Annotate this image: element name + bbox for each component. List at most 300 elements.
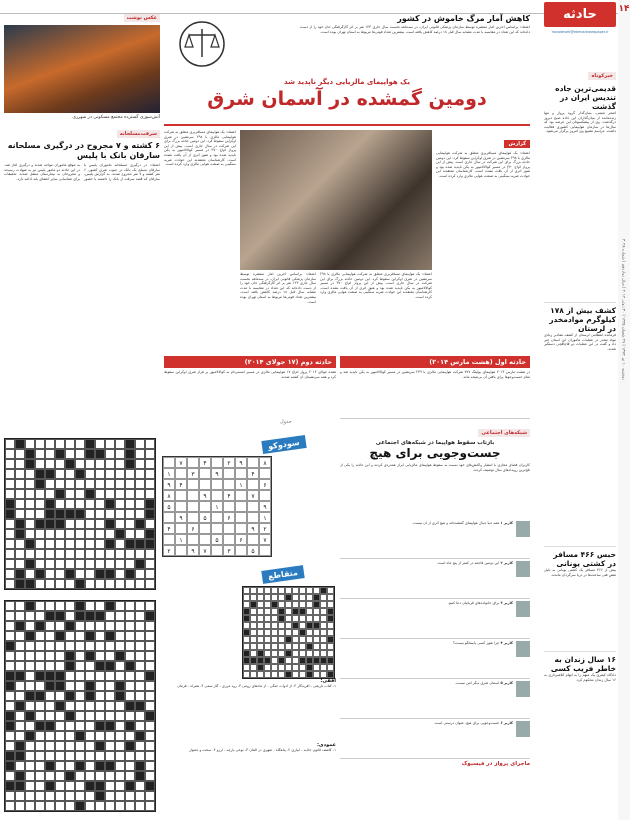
grid-cell [145,489,155,499]
sudoku-cell: ۹ [163,479,175,490]
grid-cell [45,791,55,801]
grid-cell [15,741,25,751]
grid-cell [115,771,125,781]
grid-cell [65,661,75,671]
grid-cell [55,761,65,771]
sudoku-cell [223,468,235,479]
lead-title: دومین گمشده در آسمان شرق [207,88,487,110]
grid-cell [145,681,155,691]
grid-cell [35,519,45,529]
grid-cell [15,721,25,731]
grid-cell [25,611,35,621]
social-post [340,641,530,679]
grid-cell [145,509,155,519]
grid-cell [125,559,135,569]
grid-cell [85,711,95,721]
grid-cell [243,601,250,608]
grid-cell [35,459,45,469]
grid-cell [55,661,65,671]
grid-cell [145,731,155,741]
grid-cell [95,539,105,549]
grid-cell [145,611,155,621]
grid-cell [257,622,264,629]
grid-cell [299,636,306,643]
grid-cell [85,661,95,671]
grid-cell [135,439,145,449]
grid-cell [327,643,334,650]
sudoku-cell: ۳ [223,545,235,556]
grid-cell [243,643,250,650]
grid-cell [55,579,65,589]
grid-cell [5,579,15,589]
grid-cell [250,615,257,622]
grid-cell [65,771,75,781]
sudoku-cell: ۵ [247,545,259,556]
grid-cell [135,459,145,469]
grid-cell [75,569,85,579]
grid-cell [292,587,299,594]
grid-cell [125,651,135,661]
grid-cell [15,661,25,671]
grid-cell [145,449,155,459]
grid-cell [285,629,292,636]
grid-cell [75,579,85,589]
grid-cell [125,621,135,631]
grid-cell [95,661,105,671]
photo-news [4,4,160,120]
grid-cell [135,641,145,651]
grid-cell [327,657,334,664]
grid-cell [25,549,35,559]
grid-cell [85,469,95,479]
grid-cell [95,741,105,751]
grid-cell [5,661,15,671]
post-text: این دومین فاجعه در کمتر از پنج ماه است. [436,561,500,565]
sudoku-cell: ۱ [211,501,223,512]
grid-cell [95,489,105,499]
grid-cell [45,741,55,751]
grid-cell [25,489,35,499]
grid-cell [15,671,25,681]
grid-cell [45,731,55,741]
sudoku-cell: ۷ [175,457,187,468]
grid-cell [257,615,264,622]
social-intro: کاربران فضای مجازی با انتشار واکنش‌های خود نسبت به سقوط هواپیمای مالزیایی ابراز همدردی کردند و این حادثه را یکی از تلخ‌ترین رویدادهای سال توصیف کردند. [340,463,530,472]
sudoku-cell [175,490,187,501]
grid-cell [264,629,271,636]
grid-cell [5,489,15,499]
grid-cell [55,731,65,741]
grid-cell [55,519,65,529]
grid-cell [35,641,45,651]
sudoku-cell: ۹ [175,512,187,523]
sudoku-cell: ۴ [199,457,211,468]
grid-cell [95,549,105,559]
grid-cell [95,761,105,771]
grid-cell [145,579,155,589]
grid-cell [135,539,145,549]
grid-cell [95,509,105,519]
grid-cell [45,671,55,681]
grid-cell [15,751,25,761]
grid-cell [145,751,155,761]
grid-cell [65,791,75,801]
grid-cell [95,559,105,569]
post-author: کاربر ۴ [500,641,513,645]
second-incident-body: هفده جولای ۲۰۱۴ پرواز ام‌اچ ۱۷ هواپیمایی مالزی در مسیر آمستردام به کوالالامپور بر فراز شرق اوکراین سقوط کرد و همه سرنشینان آن کشته شدند. [164,370,336,379]
sudoku-cell: ۹ [259,501,271,512]
grid-cell [75,801,85,811]
grid-cell [145,781,155,791]
grid-cell [45,559,55,569]
grid-cell [125,751,135,761]
grid-cell [85,621,95,631]
grid-cell [243,671,250,678]
grid-cell [85,751,95,761]
grid-cell [313,615,320,622]
grid-cell [25,469,35,479]
grid-cell [15,499,25,509]
sudoku-cell [211,490,223,501]
grid-cell [320,643,327,650]
grid-cell [135,691,145,701]
grid-cell [75,489,85,499]
grid-cell [115,681,125,691]
social-post [340,521,530,559]
grid-cell [55,721,65,731]
sudoku-cell: ۱ [235,479,247,490]
grid-cell [35,469,45,479]
grid-cell [306,657,313,664]
grid-cell [125,781,135,791]
grid-cell [25,691,35,701]
grid-cell [250,671,257,678]
grid-cell [125,721,135,731]
sudoku-cell: ۵ [199,512,211,523]
grid-cell [257,587,264,594]
sudoku-cell [223,534,235,545]
grid-cell [75,751,85,761]
grid-cell [65,801,75,811]
grid-cell [25,569,35,579]
grid-cell [250,587,257,594]
grid-cell [257,629,264,636]
grid-cell [327,664,334,671]
grid-cell [135,559,145,569]
post-author: کاربر ۵ [500,681,513,685]
grid-cell [145,539,155,549]
grid-cell [95,681,105,691]
grid-cell [250,629,257,636]
grid-cell [55,751,65,761]
grid-cell [35,529,45,539]
grid-cell [105,579,115,589]
grid-cell [125,701,135,711]
grid-cell [5,539,15,549]
grid-cell [243,657,250,664]
sudoku-cell [247,501,259,512]
grid-cell [85,579,95,589]
grid-cell [25,641,35,651]
grid-cell [35,701,45,711]
grid-cell [327,594,334,601]
grid-cell [145,479,155,489]
grid-cell [45,479,55,489]
grid-cell [85,549,95,559]
grid-cell [105,711,115,721]
short-news-title: ۱۶ سال زندان به خاطر فریب کسی [550,655,616,673]
grid-cell [65,539,75,549]
grid-cell [55,781,65,791]
grid-cell [135,721,145,731]
grid-cell [145,771,155,781]
grid-cell [257,657,264,664]
grid-cell [5,509,15,519]
grid-cell [15,439,25,449]
grid-cell [75,611,85,621]
grid-cell [25,439,35,449]
second-incident-box [164,356,336,428]
grid-cell [85,761,95,771]
sudoku-cell: ۹ [199,490,211,501]
grid-cell [15,761,25,771]
sudoku-cell [163,534,175,545]
grid-cell [55,499,65,509]
grid-cell [75,499,85,509]
report-column [436,130,530,352]
sudoku-cell: ۴ [223,490,235,501]
grid-cell [299,608,306,615]
grid-cell [257,594,264,601]
grid-cell [115,631,125,641]
grid-cell [320,601,327,608]
grid-cell [95,569,105,579]
grid-cell [278,657,285,664]
grid-cell [271,664,278,671]
grid-cell [5,479,15,489]
grid-cell [35,711,45,721]
short-news-item [544,84,616,299]
sudoku-cell [199,534,211,545]
grid-cell [264,622,271,629]
grid-cell [35,611,45,621]
armed-robbery-body: اعتماد: در درگیری مسلحانه ماموران پلیس با سارقان مسلح یک بانک در جنوب شرق کشور، ۶ نفر کشته و ۷ نفر مجروح شدند. به گزارش پلیس، سارقان که قصد سرقت از بانک را داشتند با حضور به موقع ماموران مواجه شدند و درگیری آغاز شد. در این حادثه دو مامور پلیس نیز به شهادت رسیدند و مجروحان به بیمارستان منتقل شدند. تحقیقات برای شناسایی سایر اعضای باند ادامه دارد. [4,163,160,181]
grid-cell [65,439,75,449]
lead-photo [240,130,432,270]
grid-cell [45,631,55,641]
grid-cell [35,731,45,741]
grid-cell [75,781,85,791]
grid-cell [125,549,135,559]
grid-cell [292,608,299,615]
grid-cell [75,529,85,539]
grid-cell [145,701,155,711]
grid-cell [95,701,105,711]
social-post [340,681,530,719]
grid-cell [299,671,306,678]
grid-cell [115,519,125,529]
grid-cell [65,479,75,489]
grid-cell [85,741,95,751]
grid-cell [25,539,35,549]
grid-cell [306,615,313,622]
grid-cell [5,569,15,579]
grid-cell [45,519,55,529]
short-news-title: قدیمی‌ترین‌ جاده‌ تندیس ایران در گذشت [555,84,616,111]
grid-cell [5,559,15,569]
grid-cell [306,664,313,671]
short-news-tag: خبرکوتاه [588,72,616,80]
grid-cell [55,479,65,489]
grid-cell [55,711,65,721]
grid-cell [95,459,105,469]
crossword-grid [242,586,335,679]
grid-cell [65,449,75,459]
grid-cell [271,587,278,594]
grid-cell [55,509,65,519]
grid-cell [45,621,55,631]
sudoku-cell: ۷ [259,534,271,545]
sudoku-cell: ۲ [259,523,271,534]
grid-cell [145,549,155,559]
grid-cell [5,519,15,529]
sudoku-cell [259,545,271,556]
grid-cell [15,509,25,519]
grid-cell [299,615,306,622]
grid-cell [25,711,35,721]
grid-cell [250,601,257,608]
grid-cell [115,459,125,469]
sudoku-cell [175,468,187,479]
grid-cell [292,643,299,650]
grid-cell [313,664,320,671]
grid-cell [95,691,105,701]
first-incident-title: حادثه اول (هشت مارس ۲۰۱۴) [340,356,530,368]
grid-cell [5,701,15,711]
grid-cell [250,594,257,601]
grid-cell [320,657,327,664]
grid-cell [95,731,105,741]
sudoku-label: سودوکو [261,435,306,454]
grid-cell [95,711,105,721]
grid-cell [135,519,145,529]
grid-cell [25,781,35,791]
grid-cell [264,615,271,622]
grid-cell [5,691,15,701]
grid-cell [243,650,250,657]
grid-cell [292,650,299,657]
grid-cell [5,741,15,751]
grid-cell [125,631,135,641]
sudoku-cell [211,479,223,490]
grid-cell [25,681,35,691]
grid-cell [115,439,125,449]
avatar [516,601,530,617]
grid-cell [125,509,135,519]
grid-cell [299,594,306,601]
grid-cell [299,629,306,636]
grid-cell [15,469,25,479]
sudoku-cell: ۳ [187,468,199,479]
armed-robbery-tag: سرقت‌مسلحانه [117,130,160,138]
lead-kicker: یک هواپیمای مالزیایی دیگر ناپدید شد [284,78,410,86]
grid-cell [25,459,35,469]
sudoku-cell [247,512,259,523]
grid-cell [5,681,15,691]
grid-cell [115,641,125,651]
grid-cell [320,608,327,615]
sudoku-cell: ۶ [259,479,271,490]
grid-cell [95,519,105,529]
grid-cell [135,489,145,499]
grid-cell [320,671,327,678]
grid-cell [25,621,35,631]
grid-cell [257,643,264,650]
grid-cell [250,664,257,671]
grid-cell [85,601,95,611]
grid-cell [125,791,135,801]
grid-cell [85,611,95,621]
grid-cell [115,449,125,459]
sudoku-cell [199,479,211,490]
grid-cell [145,621,155,631]
social-tag: شبکه‌های اجتماعی [478,429,530,437]
grid-cell [285,608,292,615]
grid-cell [105,611,115,621]
grid-cell [55,559,65,569]
grid-cell [250,650,257,657]
grid-cell [125,681,135,691]
grid-cell [105,641,115,651]
grid-cell [145,761,155,771]
grid-cell [45,439,55,449]
grid-cell [105,701,115,711]
grid-cell [115,499,125,509]
grid-cell [75,771,85,781]
grid-cell [5,641,15,651]
grid-cell [85,781,95,791]
grid-cell [35,549,45,559]
grid-cell [327,587,334,594]
grid-cell [15,631,25,641]
grid-cell [35,661,45,671]
sudoku-cell: ۱ [259,512,271,523]
lead-body-a: اعتماد: یک هواپیمای مسافربری متعلق به شرکت هواپیمایی مالزی با ۲۹۸ سرنشین در شرق اوکراین سقوط کرد. این دومین حادثه بزرگ برای این شرکت در سال جاری است. پیش از این پرواز ام‌اچ ۳۷۰ در مسیر کوالالامپور به پکن ناپدید شده بود و هنوز اثری از آن یافت نشده است. کارشناسان معتقدند این حوادث ضربه سنگینی به صنعت هوایی مالزی وارد کرده است. [320,272,432,299]
grid-cell [115,529,125,539]
grid-cell [285,643,292,650]
grid-cell [115,671,125,681]
grid-cell [135,651,145,661]
grid-cell [55,529,65,539]
grid-cell [243,594,250,601]
grid-cell [65,701,75,711]
grid-cell [264,636,271,643]
grid-cell [285,650,292,657]
grid-cell [75,641,85,651]
sudoku-cell: ۶ [235,534,247,545]
grid-cell [115,651,125,661]
grid-cell [115,569,125,579]
sudoku-cell: ۹ [247,523,259,534]
grid-cell [25,479,35,489]
grid-cell [243,622,250,629]
grid-cell [105,601,115,611]
grid-cell [5,751,15,761]
grid-cell [115,691,125,701]
grid-cell [75,449,85,459]
grid-cell [65,691,75,701]
sudoku-cell: ۶ [223,512,235,523]
